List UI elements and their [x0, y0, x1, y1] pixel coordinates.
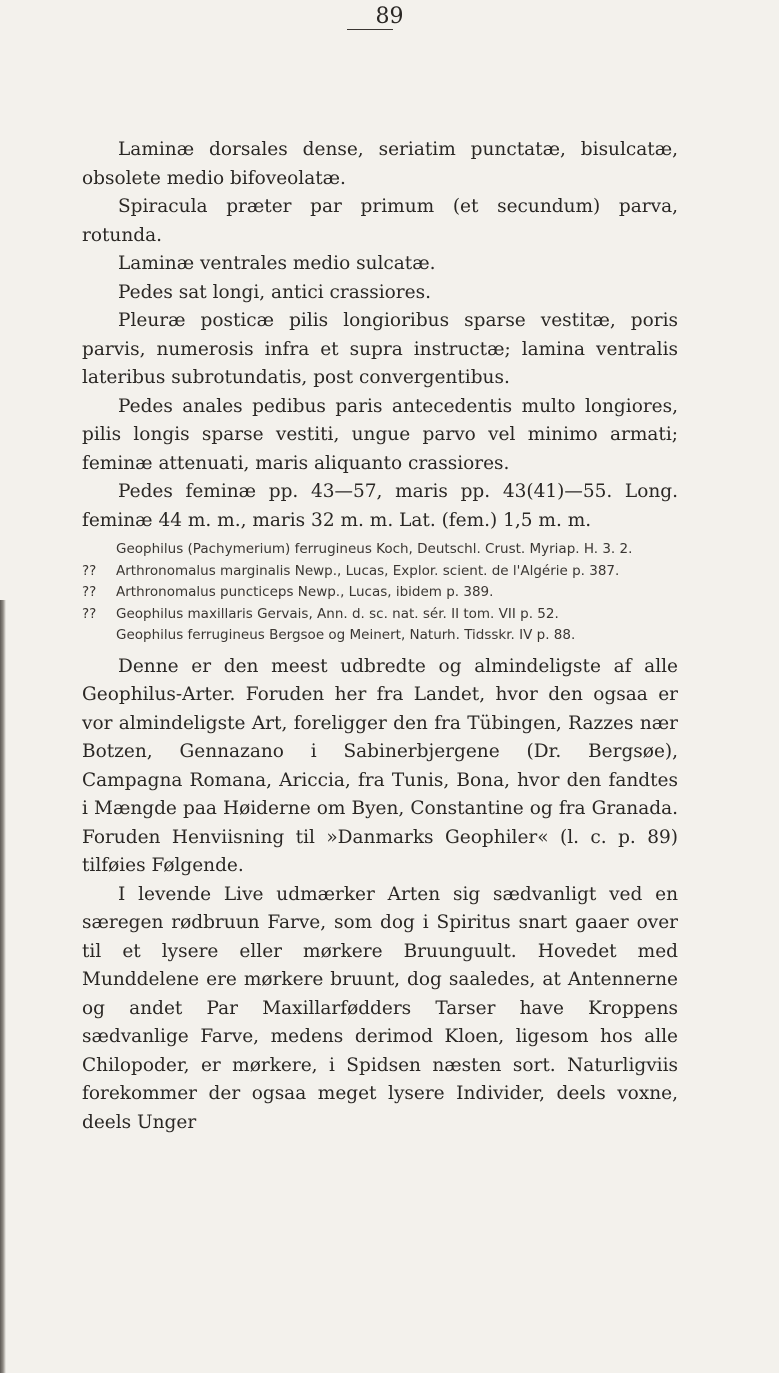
diagnosis-paragraph: Pedes anales pedibus paris antecedentis multo longiores, pilis longis sparse vestiti, ungue parvo vel minimo armati; feminæ attenuati, maris aliquanto crassiores. [82, 395, 678, 474]
synonymy-entry [82, 625, 678, 647]
doubt-mark: ?? [82, 605, 97, 622]
synonymy-entry [82, 539, 678, 561]
synonymy-entry [82, 604, 678, 626]
synonymy-text: Geophilus (Pachymerium) ferrugineus Koch, Deutschl. Crust. Myriap. H. 3. 2. [116, 541, 633, 557]
synonymy-text: Geophilus ferrugineus Bergsoe og Meinert, Naturh. Tidsskr. IV p. 88. [116, 627, 576, 643]
page-edge-shadow [0, 600, 6, 1373]
text-column [82, 136, 678, 1137]
diagnosis-paragraph: Laminæ dorsales dense, seriatim punctatæ, bisulcatæ, obsolete medio bifoveolatæ. [82, 139, 678, 189]
synonymy-list [82, 539, 678, 647]
discussion-paragraph: Denne er den meest udbredte og almindeligste af alle Geophilus-Arter. Foruden her fra Landet, hvor den ogsaa er vor almindeligste Art, foreligger den fra Tübingen, Razzes nær Botzen, Gennazano i Sabinerbjergene (Dr. Bergsøe), Campagna Romana, Ariccia, fra Tunis, Bona, hvor den fandtes i Mængde paa Høiderne om Byen, Constantine og fra Granada. Foruden Henviisning til »Danmarks Geophiler« (l. c. p. 89) tilføies Følgende. [82, 655, 678, 876]
synonymy-text: Arthronomalus marginalis Newp., Lucas, Explor. scient. de l'Algérie p. 387. [116, 562, 620, 579]
diagnosis-paragraph: Pedes feminæ pp. 43—57, maris pp. 43(41)—55. Long. feminæ 44 m. m., maris 32 m. m. Lat. (fem.) 1,5 m. m. [82, 481, 678, 531]
discussion-paragraph: I levende Live udmærker Arten sig sædvanligt ved en særegen rødbruun Farve, som dog i Spiritus snart gaaer over til et lysere eller mørkere Bruunguult. Hovedet med Munddelene ere mørkere bruunt, dog saaledes, at Antennerne og andet Par Maxillarfødders Tarser have Kroppens sædvanlige Farve, medens derimod Kloen, ligesom hos alle Chilopoder, er mørkere, i Spidsen næsten sort. Naturligviis forekommer der ogsaa meget lysere Individer, deels voxne, deels Unger [82, 883, 678, 1133]
synonymy-text: Geophilus maxillaris Gervais, Ann. d. sc. nat. sér. II tom. VII p. 52. [116, 605, 559, 622]
doubt-mark: ?? [82, 584, 97, 600]
diagnosis-paragraph: Pleuræ posticæ pilis longioribus sparse vestitæ, poris parvis, numerosis infra et supra instructæ; lamina ventralis lateribus subrotundatis, post convergentibus. [82, 310, 678, 388]
doubt-mark: ?? [82, 562, 97, 579]
page-number: 89 [375, 4, 404, 29]
diagnosis-paragraph: Laminæ ventrales medio sulcatæ. [118, 253, 436, 274]
page-number-rule [347, 29, 393, 30]
synonymy-entry [82, 561, 678, 583]
diagnosis-paragraph: Spiracula præter par primum (et secundum) parva, rotunda. [82, 196, 678, 246]
synonymy-entry [82, 582, 678, 604]
diagnosis-paragraph: Pedes sat longi, antici crassiores. [118, 281, 431, 303]
synonymy-text: Arthronomalus puncticeps Newp., Lucas, ibidem p. 389. [116, 584, 494, 600]
